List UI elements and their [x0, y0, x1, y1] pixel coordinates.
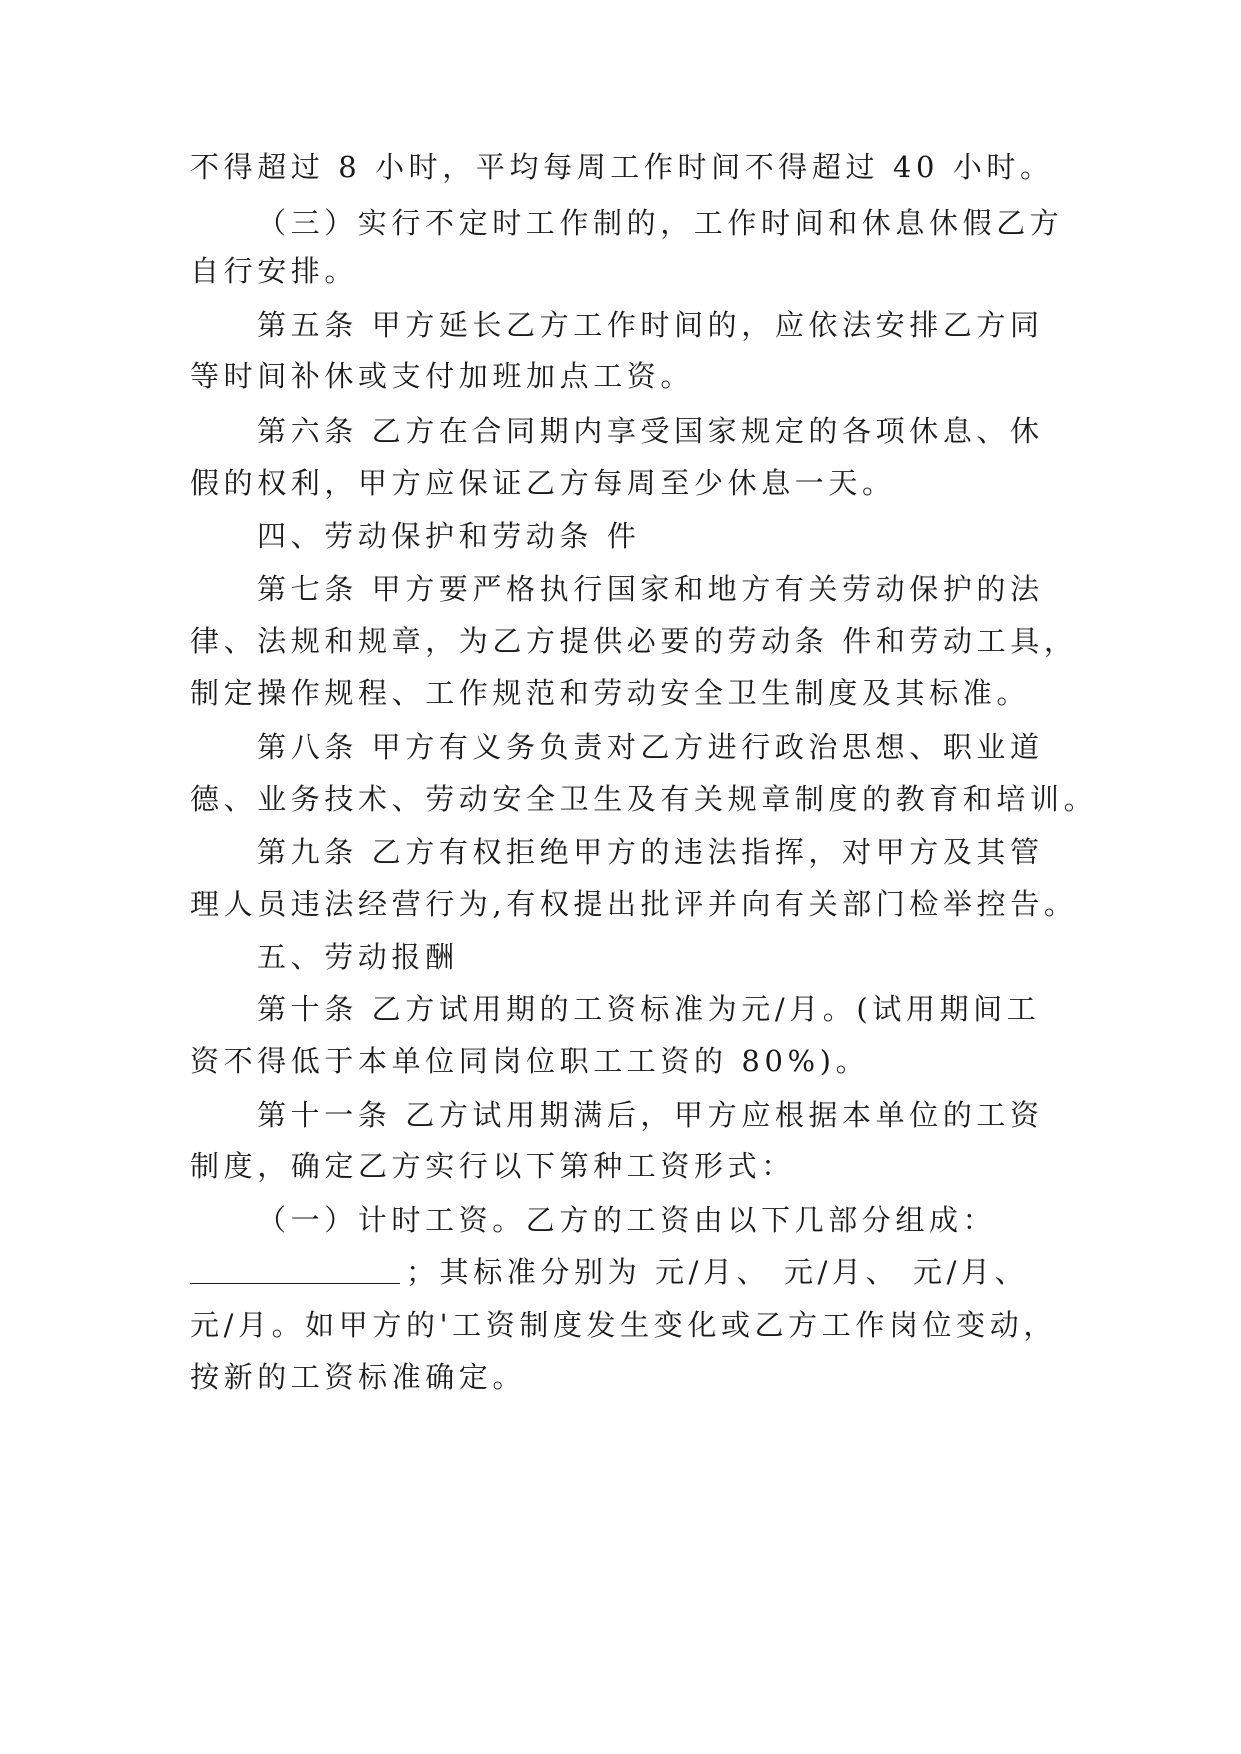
paragraph-line: （三）实行不定时工作制的，工作时间和休息休假乙方: [257, 206, 1064, 240]
article-11-line: 第十一条 乙方试用期满后，甲方应根据本单位的工资: [257, 1098, 1044, 1132]
section-heading: 五、劳动报酬: [257, 940, 459, 974]
paragraph-line: （一）计时工资。乙方的工资由以下几部分组成：: [257, 1203, 997, 1237]
paragraph-line: [190, 1252, 1060, 1292]
paragraph-line: 制度，确定乙方实行以下第种工资形式：: [190, 1149, 795, 1183]
paragraph-line: 不得超过 8 小时，平均每周工作时间不得超过 40 小时。: [190, 150, 1054, 184]
fill-in-blank: [190, 1257, 400, 1284]
article-10-line: 第十条 乙方试用期的工资标准为元/月。(试用期间工: [257, 992, 1041, 1026]
paragraph-line: 自行安排。: [190, 254, 359, 288]
paragraph-line: 等时间补休或支付加班加点工资。: [190, 359, 695, 393]
paragraph-line: 律、法规和规章，为乙方提供必要的劳动条 件和劳动工具，: [190, 624, 1078, 658]
article-5-line: 第五条 甲方延长乙方工作时间的，应依法安排乙方同: [257, 308, 1044, 342]
paragraph-line: 制定操作规程、工作规范和劳动安全卫生制度及其标准。: [190, 676, 1031, 710]
section-heading: 四、劳动保护和劳动条 件: [257, 519, 641, 553]
article-9-line: 第九条 乙方有权拒绝甲方的违法指挥，对甲方及其管: [257, 835, 1044, 869]
article-7-line: 第七条 甲方要严格执行国家和地方有关劳动保护的法: [257, 572, 1044, 606]
paragraph-line: 资不得低于本单位同岗位职工工资的 80%)。: [190, 1044, 870, 1078]
paragraph-line: 假的权利，甲方应保证乙方每周至少休息一天。: [190, 466, 896, 500]
line-text: ；其标准分别为 元/月、 元/月、 元/月、: [406, 1255, 1029, 1289]
paragraph-line: 德、业务技术、劳动安全卫生及有关规章制度的教育和培训。: [190, 782, 1098, 816]
article-8-line: 第八条 甲方有义务负责对乙方进行政治思想、职业道: [257, 730, 1044, 764]
paragraph-line: 元/月。如甲方的'工资制度发生变化或乙方工作岗位变动，: [190, 1308, 1057, 1342]
paragraph-line: 按新的工资标准确定。: [190, 1360, 527, 1394]
article-6-line: 第六条 乙方在合同期内享受国家规定的各项休息、休: [257, 414, 1044, 448]
paragraph-line: 理人员违法经营行为,有权提出批评并向有关部门检举控告。: [190, 887, 1078, 921]
